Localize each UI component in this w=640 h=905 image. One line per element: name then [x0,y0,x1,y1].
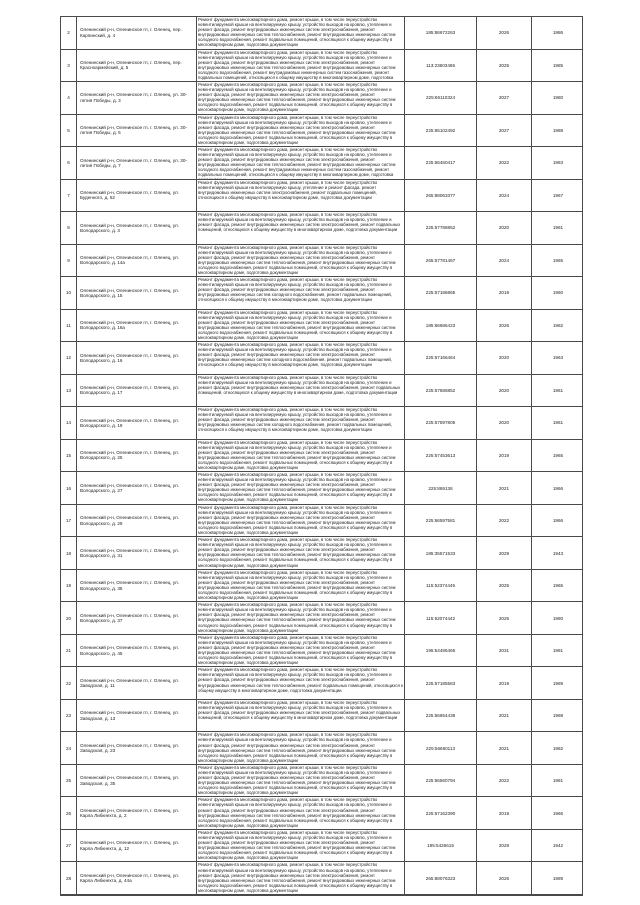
row-number: 16 [61,472,77,504]
row-number: 4 [61,82,77,114]
row-cadastral-number: 265:88063377 [405,180,477,212]
row-number: 24 [61,732,77,764]
row-cadastral-number: 113:23603465 [405,50,477,82]
row-address: Оленинский р-н, Оленинское гп, г. Оленец, ул. Володарского, д. 37 [77,602,197,634]
row-works: Ремонт фундамента многоквартирного дома, ремонт крыши, в том числе переустройство невентилируемой крыши на вентилируемую крышу, устройство выходов на кровлю, утепление и ремонт фасада, ремонт внутридомовых инженерных систем электроснабжения, ремонт внутридомовых инженерных систем теплоснабжения, ремонт внутридомовых инженерных систем холодного водоснабжения, ремонт подвальных помещений, относящихся к общему имуществу в многоквартирном доме, подготовка документации [197,732,405,764]
row-cadastral-number: 225:57586852 [405,375,477,407]
row-year-built: 1989 [552,875,564,881]
row-address: Оленинский р-н, Оленинское гп, г. Оленец, ул. Володарского, д. 25 [77,440,197,472]
row-year-built: 1942 [552,843,564,849]
row-works: Ремонт фундамента многоквартирного дома, ремонт крыши, в том числе переустройство невентилируемой крыши на вентилируемую крышу, устройство выходов на кровлю, утепление и ремонт фасада, ремонт внутридомовых инженерных систем электроснабжения, ремонт внутридомовых инженерных систем теплоснабжения, ремонт внутридомовых инженерных систем холодного водоснабжения, ремонт подвальных помещений, относящихся к общему имуществу в многоквартирном доме, подготовка документации [197,440,405,472]
row-address: Оленинский р-н, Оленинское гп, г. Оленец, ул. Заводская, д. 23 [77,732,197,764]
row-year-built: 1981 [552,648,564,654]
table-row [61,375,582,408]
row-number: 26 [61,797,77,829]
row-number: 2 [61,17,77,49]
row-number: 9 [61,245,77,277]
row-works: Ремонт фундамента многоквартирного дома, ремонт крыши, в том числе переустройство невентилируемой крыши на вентилируемую крышу, устройство выходов на кровлю, утепление и ремонт фасада, ремонт внутридомовых инженерных систем электроснабжения, ремонт внутридомовых инженерных систем теплоснабжения, ремонт внутридомовых инженерных систем холодного водоснабжения, ремонт подвальных помещений, относящихся к общему имуществу в многоквартирном доме, подготовка документации [197,797,405,829]
table-row [61,277,582,310]
row-works: Ремонт фундамента многоквартирного дома, ремонт крыши, в том числе переустройство невентилируемой крыши на вентилируемую крышу, устройство выходов на кровлю, утепление и ремонт фасада, ремонт внутридомовых инженерных систем электроснабжения, ремонт внутридомовых инженерных систем холодного водоснабжения, ремонт подвальных помещений, относящихся к общему имуществу в многоквартирном доме, подготовка документации [197,277,405,309]
row-address: Оленинский р-н, Оленинское гп, г. Оленец, ул. Володарского, д. 16 [77,342,197,374]
table-row [61,667,582,700]
row-year-built: 1966 [552,485,564,491]
row-works: Ремонт фундамента многоквартирного дома, ремонт крыши, в том числе переустройство невентилируемой крыши на вентилируемую крышу, устройство выходов на кровлю, утепление и ремонт фасада, ремонт внутридомовых инженерных систем электроснабжения, ремонт внутридомовых инженерных систем теплоснабжения, ремонт внутридомовых инженерных систем холодного водоснабжения, ремонт подвальных помещений, относящихся к общему имуществу в многоквартирном доме, подготовка документации [197,245,405,277]
row-planned-year: 2019 [477,797,532,829]
row-cadastral-number: 225:869136 [405,472,477,504]
row-year-built: 1967 [552,192,564,198]
row-planned-year: 2026 [477,17,532,49]
row-year-built: 1966 [552,518,564,524]
row-year-built: 1982 [552,745,564,751]
row-address: Оленинский р-н, Оленинское гп, г. Оленец, пер. Карпинский, д. 4 [77,17,197,49]
row-cadastral-number: 225:56460417 [405,147,477,179]
row-year-built: 1960 [552,290,564,296]
row-number: 7 [61,180,77,212]
row-address: Оленинский р-н, Оленинское гп, г. Оленец, ул. 30-летия Победы, д. 7 [77,147,197,179]
row-cadastral-number: 225:56660113 [405,732,477,764]
row-works: Ремонт фундамента многоквартирного дома, ремонт крыши, в том числе переустройство невентилируемой крыши на вентилируемую крышу, утепление и ремонт фасада, ремонт внутридомовых инженерных систем электроснабжения, ремонт подвальных помещений, относящихся к общему имуществу в многоквартирном доме, подготовка документации [197,180,405,212]
capital-repair-table [60,16,583,896]
row-address: Оленинский р-н, Оленинское гп, г. Оленец, ул. Буденного, д. 52 [77,180,197,212]
row-works: Ремонт фундамента многоквартирного дома, ремонт крыши, в том числе переустройство невентилируемой крыши на вентилируемую крышу, устройство выходов на кровлю, утепление и ремонт фасада, ремонт внутридомовых инженерных систем электроснабжения, ремонт внутридомовых инженерных систем теплоснабжения, ремонт подвальных помещений, относящихся к общему имуществу в многоквартирном доме, подготовка документации [197,667,405,699]
row-works: Ремонт фундамента многоквартирного дома, ремонт крыши, в том числе переустройство невентилируемой крыши на вентилируемую крышу, устройство выходов на кровлю, утепление и ремонт фасада, ремонт внутридомовых инженерных систем электроснабжения, ремонт внутридомовых инженерных систем теплоснабжения, ремонт внутридомовых инженерных систем холодного водоснабжения, ремонт внутридомовых инженерных систем газоснабжения, ремонт подвальных помещений, относящихся к общему имуществу в многоквартирном доме, подготовка [197,147,405,179]
row-address: Оленинский р-н, Оленинское гп, г. Оленец, пер. Красноармейский, д. 5 [77,50,197,82]
row-cadastral-number: 265:88076323 [405,862,477,894]
row-cadastral-number: 225:57185583 [405,667,477,699]
row-planned-year: 2020 [477,407,532,439]
table-row [61,570,582,603]
row-cadastral-number: 195:54486465 [405,635,477,667]
row-works: Ремонт фундамента многоквартирного дома, ремонт крыши, в том числе переустройство невентилируемой крыши на вентилируемую крышу, устройство выходов на кровлю, утепление и ремонт фасада, ремонт внутридомовых инженерных систем электроснабжения, ремонт подвальных помещений, относящихся к общему имуществу в многоквартирном доме, подготовка документации [197,700,405,732]
row-year-built: 1961 [552,420,564,426]
row-number: 14 [61,407,77,439]
table-row [61,82,582,115]
row-number: 19 [61,570,77,602]
row-planned-year: 2021 [477,700,532,732]
row-number: 21 [61,635,77,667]
row-planned-year: 2020 [477,375,532,407]
row-cadastral-number: 225:57597805 [405,407,477,439]
row-cadastral-number: 185:35571533 [405,537,477,569]
row-year-built: 1965 [552,257,564,263]
row-address: Оленинский р-н, Оленинское гп, г. Оленец, ул. Володарского, д. 14а [77,245,197,277]
row-number: 6 [61,147,77,179]
row-address: Оленинский р-н, Оленинское гп, г. Оленец, ул. 30-летия Победы, д. 3 [77,82,197,114]
row-cadastral-number: 225:57166464 [405,342,477,374]
row-number: 12 [61,342,77,374]
row-works: Ремонт фундамента многоквартирного дома, ремонт крыши, в том числе переустройство невентилируемой крыши на вентилируемую крышу, устройство выходов на кровлю, утепление и ремонт фасада, ремонт внутридомовых инженерных систем электроснабжения, ремонт внутридомовых инженерных систем теплоснабжения, ремонт внутридомовых инженерных систем холодного водоснабжения, ремонт подвальных помещений, относящихся к общему имуществу в многоквартирном доме, подготовка документации [197,765,405,797]
table-row [61,245,582,278]
row-address: Оленинский р-н, Оленинское гп, г. Оленец, ул. Володарского, д. 17 [77,375,197,407]
row-works: Ремонт фундамента многоквартирного дома, ремонт крыши, в том числе переустройство невентилируемой крыши на вентилируемую крышу, устройство выходов на кровлю, утепление и ремонт фасада, ремонт внутридомовых инженерных систем электроснабжения, ремонт внутридомовых инженерных систем теплоснабжения, ремонт внутридомовых инженерных систем холодного водоснабжения, ремонт подвальных помещений, относящихся к общему имуществу в многоквартирном доме, подготовка документации [197,570,405,602]
row-address: Оленинский р-н, Оленинское гп, г. Оленец, ул. Володарского, д. 19 [77,407,197,439]
row-cadastral-number: 225:66110324 [405,82,477,114]
row-year-built: 1965 [552,583,564,589]
row-works: Ремонт фундамента многоквартирного дома, ремонт крыши, в том числе переустройство невентилируемой крыши на вентилируемую крышу, устройство выходов на кровлю, утепление и ремонт фасада, ремонт внутридомовых инженерных систем электроснабжения, ремонт внутридомовых инженерных систем теплоснабжения, ремонт внутридомовых инженерных систем холодного водоснабжения, ремонт подвальных помещений, относящихся к общему имуществу в многоквартирном доме, подготовка документации [197,505,405,537]
row-works: Ремонт фундамента многоквартирного дома, ремонт крыши, в том числе переустройство невентилируемой крыши на вентилируемую крышу, устройство выходов на кровлю, утепление и ремонт фасада, ремонт внутридомовых инженерных систем электроснабжения, ремонт внутридомовых инженерных систем теплоснабжения, ремонт внутридомовых инженерных систем холодного водоснабжения, ремонт подвальных помещений, относящихся к общему имуществу в многоквартирном доме, подготовка документации [197,537,405,569]
row-year-built: 1965 [552,452,564,458]
table-row [61,50,582,83]
row-planned-year: 2025 [477,602,532,634]
row-number: 10 [61,277,77,309]
row-cadastral-number: 265:57781467 [405,245,477,277]
row-number: 15 [61,440,77,472]
row-cadastral-number: 195:5426615 [405,830,477,862]
row-planned-year: 2028 [477,830,532,862]
table-row [61,602,582,635]
row-works: Ремонт фундамента многоквартирного дома, ремонт крыши, в том числе переустройство невентилируемой крыши на вентилируемую крышу, устройство выходов на кровлю, утепление и ремонт фасада, ремонт внутридомовых инженерных систем электроснабжения, ремонт внутридомовых инженерных систем теплоснабжения, ремонт внутридомовых инженерных систем холодного водоснабжения, ремонт подвальных помещений, относящихся к общему имуществу в многоквартирном доме, подготовка документации [197,472,405,504]
row-works: Ремонт фундамента многоквартирного дома, ремонт крыши, в том числе переустройство невентилируемой крыши на вентилируемую крышу, устройство выходов на кровлю, утепление и ремонт фасада, ремонт внутридомовых инженерных систем электроснабжения, ремонт внутридомовых инженерных систем теплоснабжения, ремонт внутридомовых инженерных систем холодного водоснабжения, ремонт подвальных помещений, относящихся к общему имуществу в многоквартирном доме, подготовка документации [197,115,405,147]
row-works: Ремонт фундамента многоквартирного дома, ремонт крыши, в том числе переустройство невентилируемой крыши на вентилируемую крышу, устройство выходов на кровлю, утепление и ремонт фасада, ремонт внутридомовых инженерных систем электроснабжения, ремонт подвальных помещений, относящихся к общему имуществу в многоквартирном доме, подготовка документации [197,212,405,244]
row-address: Оленинский р-н, Оленинское гп, г. Оленец, ул. Володарского, д. 29 [77,505,197,537]
row-year-built: 1966 [552,810,564,816]
table-row [61,115,582,148]
row-cadastral-number: 185:66686423 [405,310,477,342]
row-year-built: 1986 [552,30,564,36]
row-address: Оленинский р-н, Оленинское гп, г. Оленец, ул. Володарского, д. 35 [77,570,197,602]
row-number: 5 [61,115,77,147]
row-cadastral-number: 225:57186865 [405,277,477,309]
row-cadastral-number: 115:52374445 [405,570,477,602]
table-row [61,505,582,538]
row-number: 20 [61,602,77,634]
table-row [61,407,582,440]
row-cadastral-number: 225:57162390 [405,797,477,829]
row-number: 22 [61,667,77,699]
row-planned-year: 2022 [477,505,532,537]
row-year-built: 1982 [552,322,564,328]
row-works: Ремонт фундамента многоквартирного дома, ремонт крыши, в том числе переустройство невентилируемой крыши на вентилируемую крышу, устройство выходов на кровлю, утепление и ремонт фасада, ремонт внутридомовых инженерных систем электроснабжения, ремонт внутридомовых инженерных систем теплоснабжения, ремонт внутридомовых инженерных систем холодного водоснабжения, ремонт подвальных помещений, относящихся к общему имуществу в многоквартирном доме, подготовка документации [197,602,405,634]
row-address: Оленинский р-н, Оленинское гп, г. Оленец, ул. Карла Либкнехта, д. 44а [77,862,197,894]
row-works: Ремонт фундамента многоквартирного дома, ремонт крыши, в том числе переустройство невентилируемой крыши на вентилируемую крышу, устройство выходов на кровлю, утепление и ремонт фасада, ремонт внутридомовых инженерных систем электроснабжения, ремонт внутридомовых инженерных систем теплоснабжения, ремонт внутридомовых инженерных систем холодного водоснабжения, ремонт подвальных помещений, относящихся к общему имуществу в многоквартирном доме, подготовка документации [197,82,405,114]
row-address: Оленинский р-н, Оленинское гп, г. Оленец, ул. 30-летия Победы, д. 5 [77,115,197,147]
row-year-built: 1980 [552,615,564,621]
row-number: 28 [61,862,77,894]
row-planned-year: 2027 [477,82,532,114]
row-year-built: 1988 [552,713,564,719]
row-planned-year: 2021 [477,732,532,764]
row-number: 25 [61,765,77,797]
row-planned-year: 2024 [477,180,532,212]
row-number: 3 [61,50,77,82]
row-number: 18 [61,537,77,569]
row-year-built: 1961 [552,387,564,393]
table-row [61,440,582,473]
row-number: 23 [61,700,77,732]
row-year-built: 1981 [552,778,564,784]
row-number: 27 [61,830,77,862]
row-works: Ремонт фундамента многоквартирного дома, ремонт крыши, в том числе переустройство невентилируемой крыши на вентилируемую крышу, устройство выходов на кровлю, утепление и ремонт фасада, ремонт внутридомовых инженерных систем электроснабжения, ремонт внутридомовых инженерных систем холодного водоснабжения, ремонт подвальных помещений, относящихся к общему имуществу в многоквартирном доме, подготовка документации [197,407,405,439]
table-row [61,147,582,180]
row-planned-year: 2031 [477,635,532,667]
row-planned-year: 2022 [477,765,532,797]
row-works: Ремонт фундамента многоквартирного дома, ремонт крыши, в том числе переустройство невентилируемой крыши на вентилируемую крышу, устройство выходов на кровлю, утепление и ремонт фасада, ремонт внутридомовых инженерных систем электроснабжения, ремонт внутридомовых инженерных систем теплоснабжения, ремонт внутридомовых инженерных систем холодного водоснабжения, ремонт внутридомовых инженерных систем газоснабжения, ремонт подвальных помещений, относящихся к общему имуществу в многоквартирном доме, подготовка [197,50,405,82]
row-address: Оленинский р-н, Оленинское гп, г. Оленец, ул. Володарского, д. 45 [77,635,197,667]
row-address: Оленинский р-н, Оленинское гп, г. Оленец, ул. Володарского, д. 3 [77,212,197,244]
row-year-built: 1963 [552,355,564,361]
row-address: Оленинский р-н, Оленинское гп, г. Оленец, ул. Заводская, д. 13 [77,700,197,732]
row-address: Оленинский р-н, Оленинское гп, г. Оленец, ул. Володарского, д. 27 [77,472,197,504]
row-cadastral-number: 225:65102492 [405,115,477,147]
row-address: Оленинский р-н, Оленинское гп, г. Оленец, ул. Володарского, д. 16а [77,310,197,342]
row-planned-year: 2019 [477,667,532,699]
row-planned-year: 2027 [477,115,532,147]
row-number: 13 [61,375,77,407]
row-planned-year: 2025 [477,570,532,602]
table-row [61,472,582,505]
table-row [61,797,582,830]
row-cadastral-number: 225:56560794 [405,765,477,797]
table-row [61,635,582,668]
row-address: Оленинский р-н, Оленинское гп, г. Оленец, ул. Карла Либкнехта, д. 12 [77,830,197,862]
row-address: Оленинский р-н, Оленинское гп, г. Оленец, ул. Володарского, д. 31 [77,537,197,569]
row-number: 8 [61,212,77,244]
table-row [61,212,582,245]
table-row [61,830,582,863]
row-works: Ремонт фундамента многоквартирного дома, ремонт крыши, в том числе переустройство невентилируемой крыши на вентилируемую крышу, устройство выходов на кровлю, утепление и ремонт фасада, ремонт внутридомовых инженерных систем электроснабжения, ремонт внутридомовых инженерных систем теплоснабжения, ремонт внутридомовых инженерных систем холодного водоснабжения, ремонт подвальных помещений, относящихся к общему имуществу в многоквартирном доме, подготовка документации [197,830,405,862]
row-planned-year: 2026 [477,310,532,342]
row-year-built: 1980 [552,95,564,101]
row-works: Ремонт фундамента многоквартирного дома, ремонт крыши, в том числе переустройство невентилируемой крыши на вентилируемую крышу, устройство выходов на кровлю, утепление и ремонт фасада, ремонт внутридомовых инженерных систем электроснабжения, ремонт внутридомовых инженерных систем холодного водоснабжения, ремонт подвальных помещений, относящихся к общему имуществу в многоквартирном доме, подготовка документации [197,342,405,374]
row-cadastral-number: 225:66597581 [405,505,477,537]
row-address: Оленинский р-н, Оленинское гп, г. Оленец, ул. Карла Либкнехта, д. 2 [77,797,197,829]
row-year-built: 1981 [552,225,564,231]
row-cadastral-number: 185:86672263 [405,17,477,49]
table-row [61,700,582,733]
row-planned-year: 2021 [477,472,532,504]
row-cadastral-number: 115:52074442 [405,602,477,634]
row-planned-year: 2024 [477,245,532,277]
row-cadastral-number: 225:56654438 [405,700,477,732]
row-year-built: 1943 [552,550,564,556]
table-row [61,862,582,895]
row-planned-year: 2022 [477,147,532,179]
row-number: 11 [61,310,77,342]
table-row [61,180,582,213]
row-planned-year: 2020 [477,342,532,374]
table-row [61,310,582,343]
row-number: 17 [61,505,77,537]
row-year-built: 1985 [552,62,564,68]
row-works: Ремонт фундамента многоквартирного дома, ремонт крыши, в том числе переустройство невентилируемой крыши на вентилируемую крышу, устройство выходов на кровлю, утепление и ремонт фасада, ремонт внутридомовых инженерных систем электроснабжения, ремонт внутридомовых инженерных систем теплоснабжения, ремонт внутридомовых инженерных систем холодного водоснабжения, ремонт подвальных помещений, относящихся к общему имуществу в многоквартирном доме, подготовка документации [197,635,405,667]
row-planned-year: 2029 [477,537,532,569]
row-address: Оленинский р-н, Оленинское гп, г. Оленец, ул. Заводская, д. 35 [77,765,197,797]
table-row [61,537,582,570]
row-works: Ремонт фундамента многоквартирного дома, ремонт крыши, в том числе переустройство невентилируемой крыши на вентилируемую крышу, устройство выходов на кровлю, утепление и ремонт фасада, ремонт внутридомовых инженерных систем электроснабжения, ремонт внутридомовых инженерных систем теплоснабжения, ремонт внутридомовых инженерных систем холодного водоснабжения, ремонт подвальных помещений, относящихся к общему имуществу в многоквартирном доме, подготовка документации [197,862,405,894]
row-cadastral-number: 225:57788852 [405,212,477,244]
row-year-built: 1989 [552,680,564,686]
table-row [61,765,582,798]
row-works: Ремонт фундамента многоквартирного дома, ремонт крыши, в том числе переустройство невентилируемой крыши на вентилируемую крышу, устройство выходов на кровлю, утепление и ремонт фасада, ремонт внутридомовых инженерных систем электроснабжения, ремонт подвальных помещений, относящихся к общему имуществу в многоквартирном доме, подготовка документации [197,375,405,407]
row-planned-year: 2019 [477,277,532,309]
row-cadastral-number: 225:57453613 [405,440,477,472]
row-planned-year: 2019 [477,440,532,472]
row-planned-year: 2020 [477,212,532,244]
row-address: Оленинский р-н, Оленинское гп, г. Оленец, ул. Володарского, д. 15 [77,277,197,309]
table-row [61,17,582,50]
row-planned-year: 2025 [477,50,532,82]
row-year-built: 1983 [552,160,564,166]
table-row [61,732,582,765]
row-year-built: 1988 [552,127,564,133]
table-row [61,342,582,375]
row-address: Оленинский р-н, Оленинское гп, г. Оленец, ул. Заводская, д. 11 [77,667,197,699]
row-works: Ремонт фундамента многоквартирного дома, ремонт крыши, в том числе переустройство невентилируемой крыши на вентилируемую крышу, устройство выходов на кровлю, утепление и ремонт фасада, ремонт внутридомовых инженерных систем электроснабжения, ремонт внутридомовых инженерных систем теплоснабжения, ремонт внутридомовых инженерных систем холодного водоснабжения, ремонт подвальных помещений, относящихся к общему имуществу в многоквартирном доме, подготовка документации [197,17,405,49]
row-works: Ремонт фундамента многоквартирного дома, ремонт крыши, в том числе переустройство невентилируемой крыши на вентилируемую крышу, устройство выходов на кровлю, утепление и ремонт фасада, ремонт внутридомовых инженерных систем электроснабжения, ремонт внутридомовых инженерных систем теплоснабжения, ремонт внутридомовых инженерных систем холодного водоснабжения, ремонт подвальных помещений, относящихся к общему имуществу в многоквартирном доме, подготовка документации [197,310,405,342]
row-planned-year: 2026 [477,862,532,894]
